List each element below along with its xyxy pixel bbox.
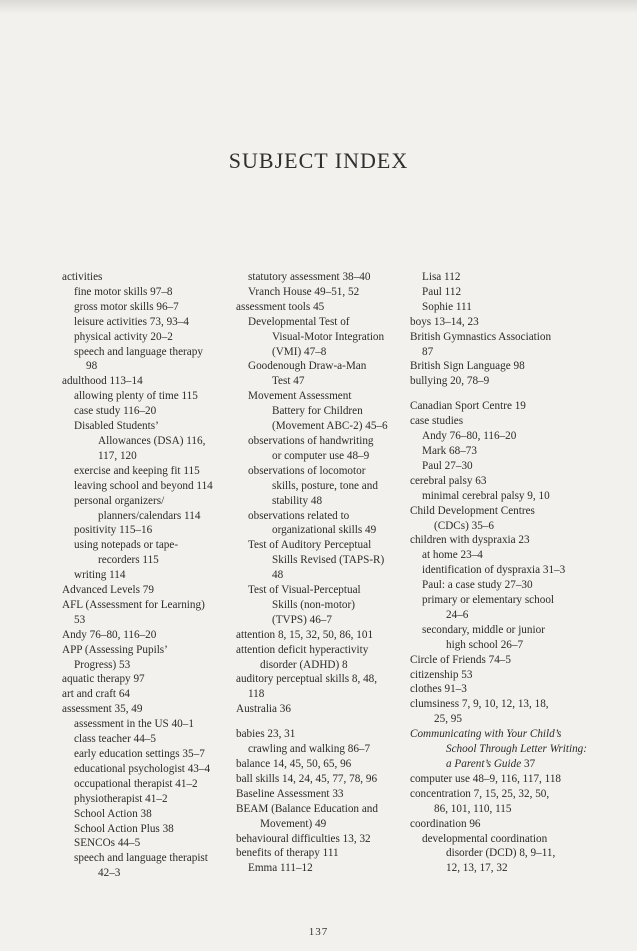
index-entry: Lisa 112	[422, 271, 461, 283]
index-entry: developmental coordination	[422, 832, 548, 845]
index-entry: balance 14, 45, 50, 65, 96	[236, 758, 352, 770]
index-entry: Circle of Friends 74–5	[410, 653, 511, 666]
page-number: 137	[308, 926, 329, 938]
index-entry: positivity 115–16	[74, 524, 153, 537]
index-entry: 117, 120	[98, 449, 137, 462]
index-entry: personal organizers/	[74, 494, 165, 507]
index-entry: 12, 13, 17, 32	[446, 862, 508, 875]
index-entry: attention deficit hyperactivity	[236, 643, 369, 656]
index-entry: speech and language therapy	[74, 345, 203, 358]
index-entry: Vranch House 49–51, 52	[248, 285, 360, 298]
index-entry: attention 8, 15, 32, 50, 86, 101	[236, 628, 374, 641]
page-top-shadow	[0, 0, 637, 14]
index-entry: gross motor skills 96–7	[74, 300, 179, 313]
index-entry: Advanced Levels 79	[62, 584, 154, 597]
index-entry: clothes 91–3	[410, 683, 467, 696]
index-entry: Andy 76–80, 116–20	[422, 430, 517, 443]
index-entry-italic: a Parent’s Guide 37	[446, 758, 536, 770]
index-entry: assessment 35, 49	[62, 703, 143, 716]
index-entry: identification of dyspraxia 31–3	[422, 564, 566, 577]
index-entry: School Action 38	[74, 807, 152, 820]
index-entry: occupational therapist 41–2	[74, 777, 198, 790]
index-entry: British Gymnastics Association	[410, 330, 552, 343]
index-entry: Visual-Motor Integration	[272, 330, 385, 343]
index-entry: Developmental Test of	[248, 315, 350, 328]
index-entry: exercise and keeping fit 115	[74, 464, 200, 477]
index-entry: benefits of therapy 111	[236, 847, 339, 860]
index-entry: organizational skills 49	[272, 524, 377, 537]
index-entry: Paul: a case study 27–30	[422, 579, 533, 592]
index-entry: coordination 96	[410, 817, 481, 830]
index-entry: (VMI) 47–8	[272, 345, 327, 358]
index-entry: Skills (non-motor)	[272, 598, 355, 611]
index-entry: Sophie 111	[422, 300, 472, 313]
index-entry: 25, 95	[434, 713, 462, 726]
index-entry: Goodenough Draw-a-Man	[248, 360, 367, 373]
index-entry: SENCOs 44–5	[74, 837, 141, 850]
index-entry: disorder (ADHD) 8	[260, 658, 348, 671]
index-entry: 118	[248, 688, 265, 701]
index-entry: educational psychologist 43–4	[74, 762, 211, 775]
index-entry: Movement) 49	[260, 817, 327, 830]
index-column-2	[236, 270, 401, 876]
index-entry: at home 23–4	[422, 549, 483, 562]
index-entry: Movement Assessment	[248, 390, 352, 403]
index-entry: Allowances (DSA) 116,	[98, 434, 206, 447]
index-entry: speech and language therapist	[74, 852, 208, 865]
index-entry: citizenship 53	[410, 668, 473, 681]
index-entry: Andy 76–80, 116–20	[62, 628, 157, 641]
index-entry: bullying 20, 78–9	[410, 375, 490, 388]
index-entry: 98	[86, 360, 98, 373]
index-entry: Progress) 53	[74, 658, 131, 671]
index-entry: observations of handwriting	[248, 434, 374, 447]
index-entry: Skills Revised (TAPS-R)	[272, 554, 385, 567]
index-entry: physiotherapist 41–2	[74, 792, 168, 805]
index-entry: art and craft 64	[62, 688, 131, 701]
index-entry: (TVPS) 46–7	[272, 613, 332, 626]
index-entry: cerebral palsy 63	[410, 474, 487, 487]
index-entry: Battery for Children	[272, 405, 363, 418]
index-entry: disorder (DCD) 8, 9–11,	[446, 847, 556, 860]
index-entry: BEAM (Balance Education and	[236, 802, 378, 815]
index-entry: (Movement ABC-2) 45–6	[272, 420, 388, 433]
index-entry: high school 26–7	[446, 638, 524, 651]
index-entry: Australia 36	[236, 703, 291, 716]
index-entry: statutory assessment 38–40	[248, 271, 371, 283]
index-entry: Child Development Centres	[410, 504, 535, 517]
index-entry: case study 116–20	[74, 405, 157, 418]
index-entry: aquatic therapy 97	[62, 673, 145, 686]
index-entry: assessment tools 45	[236, 300, 325, 313]
index-entry: allowing plenty of time 115	[74, 390, 198, 403]
index-entry: fine motor skills 97–8	[74, 285, 173, 298]
index-entry: Test 47	[272, 375, 305, 388]
index-entry: Test of Visual-Perceptual	[248, 584, 361, 597]
index-entry: 53	[74, 613, 86, 626]
index-entry: School Action Plus 38	[74, 822, 174, 835]
index-entry: stability 48	[272, 494, 323, 507]
index-entry: AFL (Assessment for Learning)	[62, 598, 205, 611]
index-entry: primary or elementary school	[422, 594, 555, 607]
index-entry: using notepads or tape-	[74, 539, 179, 552]
index-entry: assessment in the US 40–1	[74, 718, 194, 731]
index-entry: Baseline Assessment 33	[236, 787, 344, 800]
index-entry: Canadian Sport Centre 19	[410, 400, 526, 413]
index-entry: observations of locomotor	[248, 464, 366, 477]
index-entry: crawling and walking 86–7	[248, 743, 371, 756]
index-entry: 42–3	[98, 867, 121, 880]
index-entry: Disabled Students’	[74, 420, 159, 433]
index-entry: secondary, middle or junior	[422, 623, 545, 636]
index-entry: minimal cerebral palsy 9, 10	[422, 489, 550, 502]
index-entry: leaving school and beyond 114	[74, 479, 213, 492]
index-entry: ball skills 14, 24, 45, 77, 78, 96	[236, 772, 378, 785]
index-entry: APP (Assessing Pupils’	[62, 643, 168, 656]
index-entry: auditory perceptual skills 8, 48,	[236, 673, 378, 686]
index-entry: class teacher 44–5	[74, 733, 157, 746]
index-entry-italic: Communicating with Your Child’s	[410, 728, 562, 741]
index-entry: skills, posture, tone and	[272, 479, 378, 492]
index-entry: Test of Auditory Perceptual	[248, 539, 372, 552]
index-entry: Mark 68–73	[422, 444, 477, 457]
index-entry: Paul 27–30	[422, 459, 473, 472]
index-entry: boys 13–14, 23	[410, 315, 479, 328]
index-entry: concentration 7, 15, 25, 32, 50,	[410, 787, 550, 800]
index-entry: case studies	[410, 415, 464, 428]
index-column-3	[410, 270, 587, 876]
index-entry: 48	[272, 569, 284, 582]
index-entry: leisure activities 73, 93–4	[74, 315, 189, 328]
index-entry: Paul 112	[422, 285, 462, 298]
index-entry: computer use 48–9, 116, 117, 118	[410, 772, 562, 785]
entry-gap	[236, 717, 401, 727]
index-entry: children with dyspraxia 23	[410, 534, 530, 547]
index-entry: activities	[62, 271, 103, 283]
index-entry: observations related to	[248, 509, 350, 522]
index-entry: clumsiness 7, 9, 10, 12, 13, 18,	[410, 698, 549, 711]
index-entry: adulthood 113–14	[62, 375, 143, 388]
index-entry: 24–6	[446, 608, 469, 621]
index-entry: planners/calendars 114	[98, 509, 201, 522]
index-entry-italic: School Through Letter Writing:	[446, 743, 587, 756]
index-entry: writing 114	[74, 569, 126, 582]
index-entry: or computer use 48–9	[272, 449, 370, 462]
index-entry: early education settings 35–7	[74, 748, 205, 760]
index-entry: British Sign Language 98	[410, 360, 525, 373]
page-title: SUBJECT INDEX	[228, 148, 409, 173]
index-entry: babies 23, 31	[236, 728, 296, 741]
index-entry: 87	[422, 345, 434, 358]
index-entry: 86, 101, 110, 115	[434, 802, 512, 815]
index-entry: behavioural difficulties 13, 32	[236, 832, 371, 845]
index-entry: physical activity 20–2	[74, 330, 173, 343]
entry-gap	[410, 389, 575, 399]
index-entry: recorders 115	[98, 554, 159, 567]
index-column-1	[62, 270, 230, 881]
index-entry: (CDCs) 35–6	[434, 519, 494, 532]
index-entry: Emma 111–12	[248, 862, 313, 875]
